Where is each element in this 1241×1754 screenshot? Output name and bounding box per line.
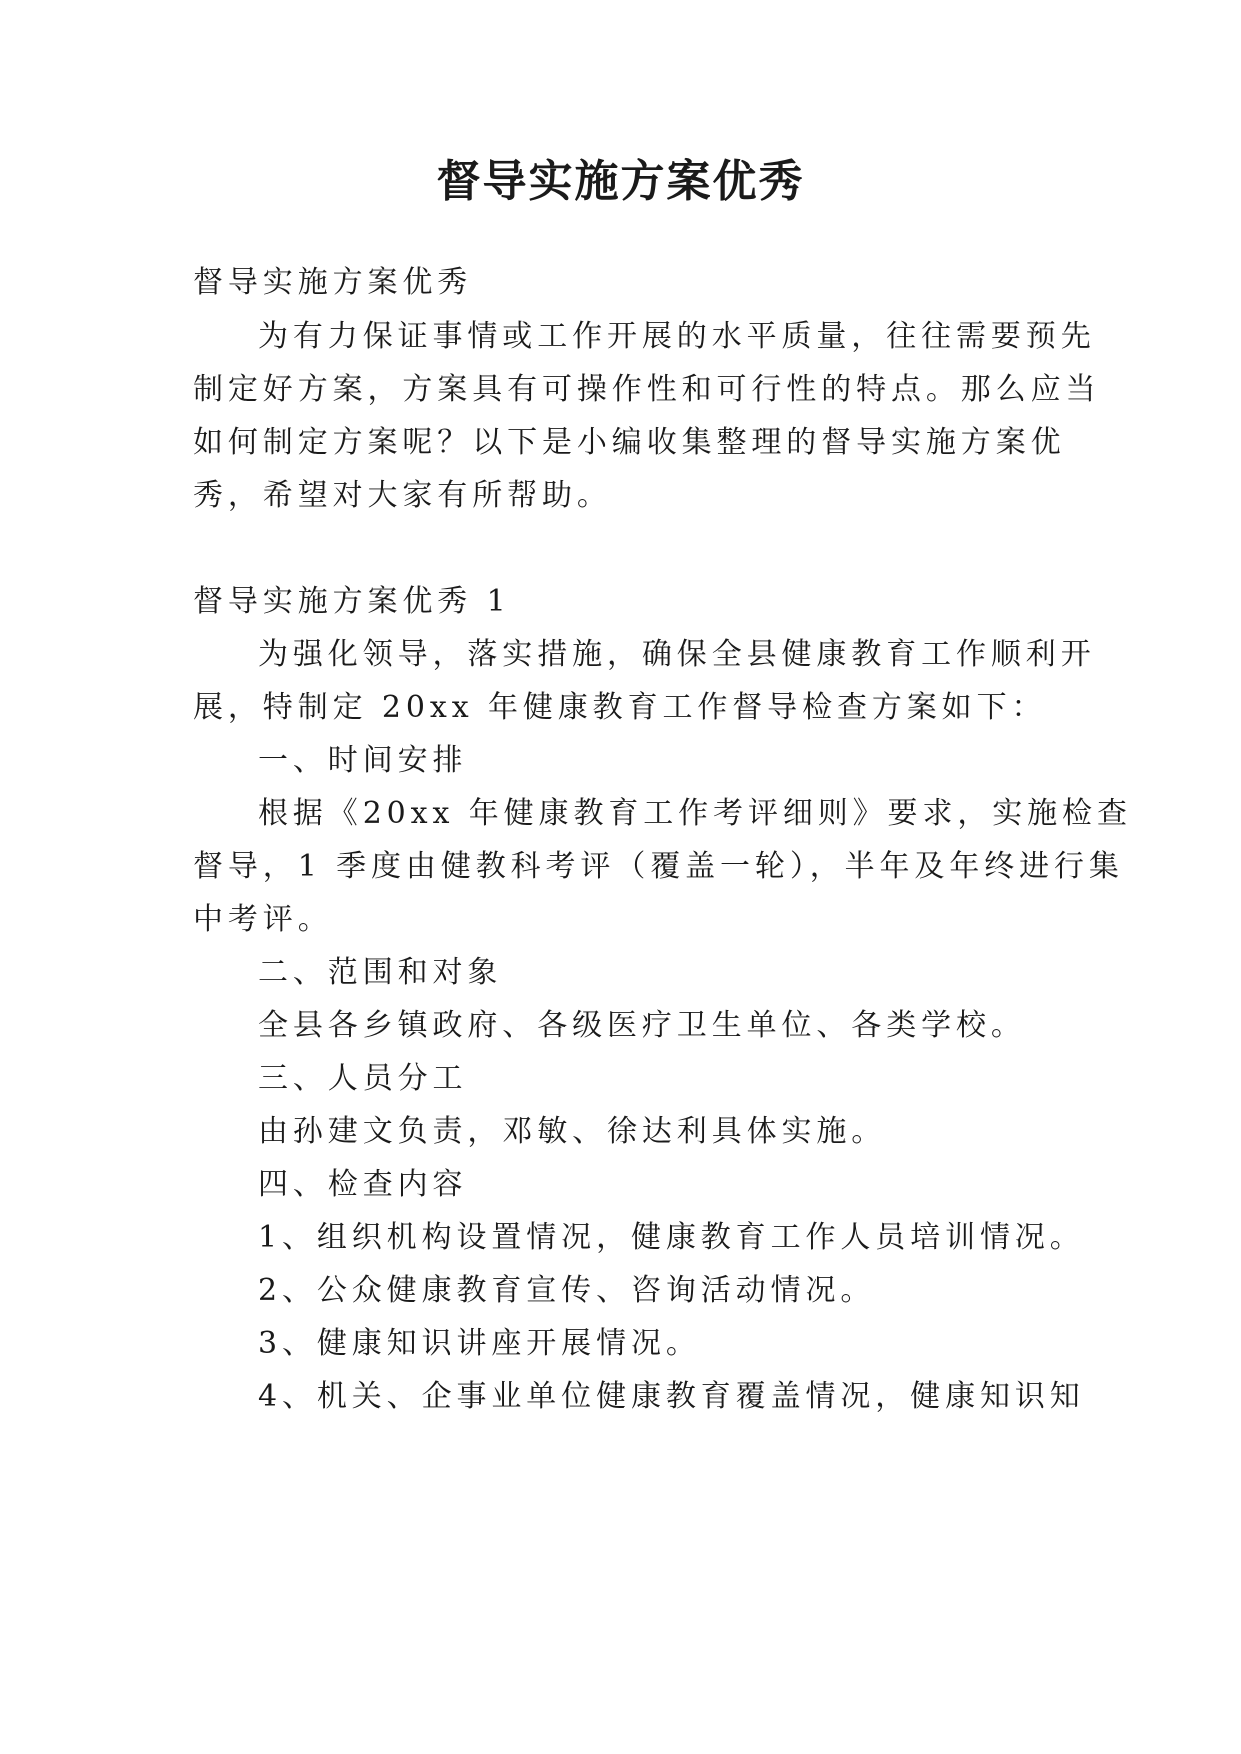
subheading-time: 一、时间安排	[258, 743, 468, 778]
section-paragraph-line: 展，特制定 20xx 年健康教育工作督导检查方案如下：	[193, 690, 1047, 725]
intro-line: 为有力保证事情或工作开展的水平质量，往往需要预先	[258, 319, 1096, 354]
content-item: 4、机关、企事业单位健康教育覆盖情况，健康知识知	[258, 1379, 1085, 1414]
content-item: 1、组织机构设置情况，健康教育工作人员培训情况。	[258, 1220, 1085, 1255]
time-line: 中考评。	[193, 902, 333, 937]
scope-text: 全县各乡镇政府、各级医疗卫生单位、各类学校。	[258, 1008, 1026, 1043]
document-title: 督导实施方案优秀	[436, 156, 805, 207]
staff-text: 由孙建文负责，邓敏、徐达利具体实施。	[258, 1114, 887, 1149]
intro-line: 秀，希望对大家有所帮助。	[193, 478, 612, 513]
content-item: 2、公众健康教育宣传、咨询活动情况。	[258, 1273, 876, 1308]
subheading-content: 四、检查内容	[258, 1167, 468, 1202]
time-line: 根据《20xx 年健康教育工作考评细则》要求，实施检查	[258, 796, 1132, 831]
content-item: 3、健康知识讲座开展情况。	[258, 1326, 701, 1361]
section-paragraph-line: 为强化领导，落实措施，确保全县健康教育工作顺利开	[258, 637, 1096, 672]
document-subtitle: 督导实施方案优秀	[193, 265, 473, 300]
intro-line: 制定好方案，方案具有可操作性和可行性的特点。那么应当	[193, 372, 1101, 407]
section-heading: 督导实施方案优秀 1	[193, 584, 511, 619]
subheading-scope: 二、范围和对象	[258, 955, 503, 990]
time-line: 督导，1 季度由健教科考评（覆盖一轮），半年及年终进行集	[193, 849, 1124, 884]
subheading-staff: 三、人员分工	[258, 1061, 468, 1096]
intro-line: 如何制定方案呢？以下是小编收集整理的督导实施方案优	[193, 425, 1066, 460]
